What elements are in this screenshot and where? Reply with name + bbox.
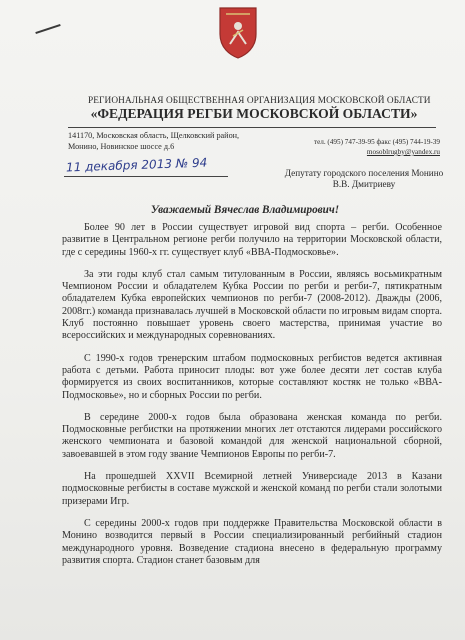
pen-mark (35, 24, 60, 34)
header-rule (68, 127, 436, 128)
paragraph: С 1990-х годов тренерским штабом подмосковных регбистов ведется активная работа с детьми. Работа приносит плоды: вот уже более десяти лет состав клуба формируется из своих воспитанников, которые составляют костяк не только «ВВА-Подмосковье», но и сборных России по регби. (62, 352, 442, 401)
paragraph: С середины 2000-х годов при поддержке Правительства Московской области в Монино возводится первый в России специализированный регбийный стадион международного уровня. Возведение стадиона внесено в федеральную программу развития спорта. Стадион станет базовым для (62, 517, 442, 566)
paragraph: В середине 2000-х годов была образована женская команда по регби. Подмосковные регбистки на протяжении многих лет отстаются лидерами российского женского чемпионата и базовой командой для женской национальной сборной, завоевавшей в этом году звание Чемпионов Европы по регби-7. (62, 411, 442, 460)
phone-fax: тел. (495) 747-39-95 факс (495) 744-19-39 (313, 138, 440, 146)
org-name: «ФЕДЕРАЦИЯ РЕГБИ МОСКОВСКОЙ ОБЛАСТИ» (90, 106, 418, 121)
paragraph: За эти годы клуб стал самым титулованным в России, являясь восьмикратным Чемпионом России и обладателем Кубка России по регби и регби-7, пятикратным обладателем Кубка европейских чемпионов по регби-7 (2008-2012). Дважды (2006, 2008гг.) команда признавалась лучшей в Московской области по игровым видам спорта. Клуб постоянно повышает уровень своего мастерства, принимая участие во всероссийских и международных соревнованиях. (62, 268, 442, 342)
coat-of-arms-icon (216, 4, 260, 60)
salutation: Уважаемый Вячеслав Владимирович! (150, 204, 340, 216)
letter-body (62, 222, 442, 577)
org-contacts (290, 137, 440, 157)
email-link[interactable]: mosoblrugby@yandex.ru (366, 148, 440, 156)
addressee-line: Депутату городского поселения Монино (284, 168, 444, 178)
address-line: Монино, Новинское шоссе д.6 (68, 141, 175, 151)
paragraph: На прошедшей XXVII Всемирной летней Универсиаде 2013 в Казани подмосковные регбисты в составе мужской и женской команд по регби стали золотыми призерами Игр. (62, 471, 442, 507)
org-address (68, 131, 288, 153)
date-number-handwritten: 11 декабря 2013 № 94 (65, 155, 208, 175)
addressee (284, 168, 444, 190)
paragraph: Более 90 лет в России существует игровой вид спорта – регби. Особенное развитие в Центральном регионе регби получило на территории Московской области, где с середины 1960-х гг. существует клуб «ВВА-Подмосковье». (62, 222, 442, 258)
address-line: 141170, Московская область, Щелковский район, (68, 131, 240, 140)
org-type: РЕГИОНАЛЬНАЯ ОБЩЕСТВЕННАЯ ОРГАНИЗАЦИЯ МОСКОВСКОЙ ОБЛАСТИ (88, 96, 431, 106)
addressee-line: В.В. Дмитриеву (332, 179, 396, 189)
